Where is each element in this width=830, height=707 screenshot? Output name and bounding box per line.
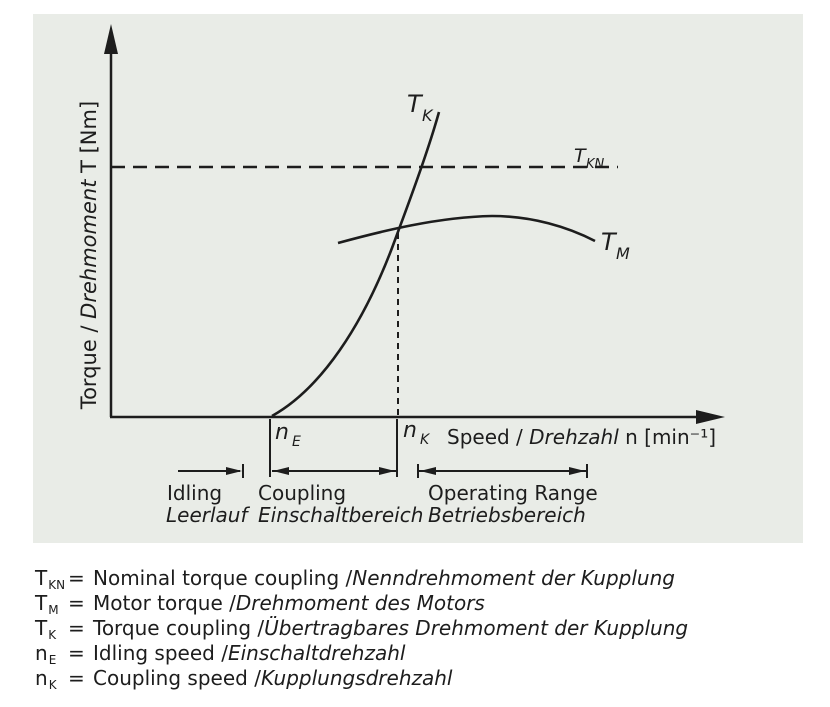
x-axis-label: Speed / Drehzahl n [min⁻¹] — [447, 425, 717, 449]
tm-curve-label-sub: M — [616, 244, 630, 263]
range-label-operating-en: Operating Range — [428, 481, 598, 505]
legend-text-de: Nenndrehmoment der Kupplung — [352, 566, 675, 590]
legend-text-en: Nominal torque coupling / — [93, 566, 353, 590]
tm-curve-label: T — [601, 228, 616, 256]
legend-text-de: Übertragbares Drehmoment der Kupplung — [264, 616, 689, 640]
legend-row-tk — [35, 616, 795, 641]
legend-symbol-sub: M — [48, 603, 59, 617]
legend-row-ne — [35, 641, 795, 666]
legend-equals: = — [68, 666, 85, 690]
legend-symbol: n — [35, 641, 48, 665]
tk-curve-label-sub: K — [422, 106, 433, 125]
coupling-range-left-arrowhead-icon — [273, 467, 289, 475]
range-label-idling-en: Idling — [167, 481, 223, 505]
range-label-operating-de: Betriebsbereich — [428, 503, 586, 527]
tm-curve — [338, 216, 595, 243]
legend-text-de: Drehmoment des Motors — [235, 591, 485, 615]
torque-speed-chart — [33, 14, 803, 543]
legend-symbol: T — [35, 566, 48, 590]
nk-marker-label-sub: K — [420, 432, 430, 448]
legend-symbol-sub: E — [48, 653, 57, 667]
legend-row-tkn — [35, 566, 795, 591]
legend-symbol-sub: KN — [48, 578, 66, 592]
legend-symbol: T — [35, 616, 48, 640]
legend-text-en: Coupling speed / — [93, 666, 261, 690]
legend-symbol-sub: K — [48, 628, 57, 642]
range-label-coupling-en: Coupling — [258, 481, 347, 505]
legend-text-de: Kupplungsdrehzahl — [260, 666, 453, 690]
tk-curve — [272, 112, 439, 416]
legend-symbol-sub: K — [48, 678, 57, 692]
nk-marker-label: n — [403, 418, 417, 443]
operating-range-right-arrowhead-icon — [569, 467, 585, 475]
symbol-legend — [35, 566, 795, 691]
legend-text-en: Idling speed / — [93, 641, 228, 665]
legend-text-de: Einschaltdrehzahl — [227, 641, 406, 665]
legend-row-tm — [35, 591, 795, 616]
range-label-coupling-de: Einschaltbereich — [258, 503, 424, 527]
legend-equals: = — [68, 616, 85, 640]
operating-range-left-arrowhead-icon — [420, 467, 436, 475]
tkn-line-label-sub: KN — [586, 157, 605, 172]
legend-symbol: n — [35, 666, 48, 690]
legend-equals: = — [68, 566, 85, 590]
legend-symbol: T — [35, 591, 48, 615]
x-axis-arrowhead-icon — [696, 410, 725, 424]
ne-marker-label-sub: E — [292, 434, 301, 450]
range-label-idling-de: Leerlauf — [166, 503, 248, 527]
idling-range-arrowhead-icon — [226, 467, 242, 475]
y-axis-label: Torque / Drehmoment T [Nm] — [77, 100, 101, 410]
legend-equals: = — [68, 641, 85, 665]
chart-panel — [33, 14, 803, 543]
tk-curve-label: T — [407, 90, 422, 118]
legend-row-nk — [35, 666, 795, 691]
tkn-line-label: T — [574, 145, 586, 167]
legend-text-en: Torque coupling / — [93, 616, 265, 640]
ne-marker-label: n — [275, 420, 289, 445]
legend-equals: = — [68, 591, 85, 615]
legend-text-en: Motor torque / — [93, 591, 236, 615]
coupling-range-right-arrowhead-icon — [379, 467, 395, 475]
y-axis-arrowhead-icon — [104, 24, 118, 54]
